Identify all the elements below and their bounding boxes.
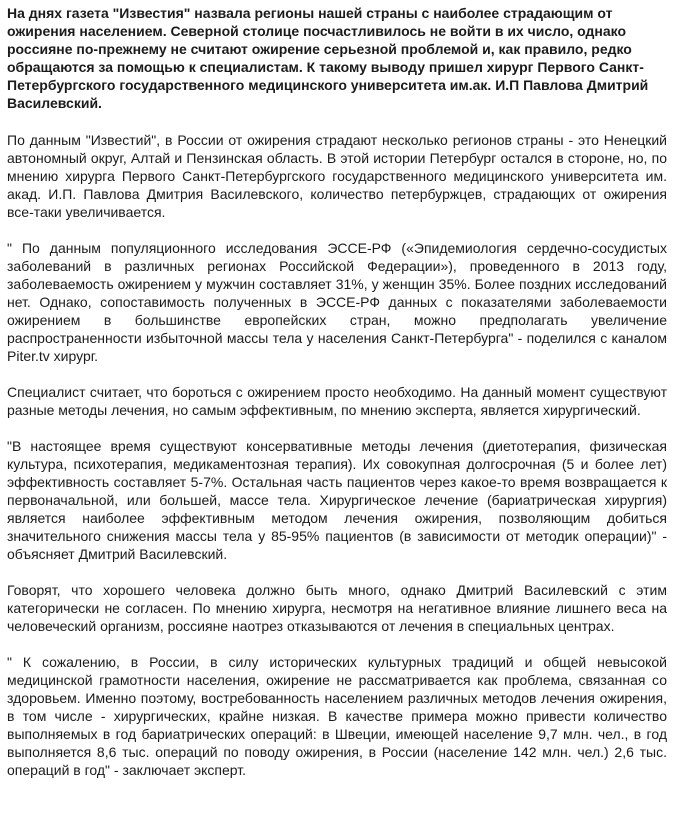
article-paragraph-1: По данным "Известий", в России от ожирения страдают несколько регионов страны - это Ненецкий автономный округ, Алтай и Пензинская область. В этой истории Петербург остался в стороне, но, по мнению хирурга Первого Санкт-Петербургского государственного медицинского университета им. акад. И.П. Павлова Дмитрия Василевского, количество петербуржцев, страдающих от ожирения все-таки увеличивается. <box>7 132 667 220</box>
article <box>7 4 667 779</box>
article-paragraph-5: Говорят, что хорошего человека должно быть много, однако Дмитрий Василевский с этим категорически не согласен. По мнению хирурга, несмотря на негативное влияние лишнего веса на человеческий организм, россияне наотрез отказываются от лечения в специальных центрах. <box>7 582 667 634</box>
article-lead: На днях газета "Известия" назвала регионы нашей страны с наиболее страдающим от ожирения населением. Северной столице посчастливилось не войти в их число, однако россияне по-прежнему не считают ожирение серьезной проблемой и, как правило, редко обращаются за помощью к специалистам. К такому выводу пришел хирург Первого Санкт-Петербургского государственного медицинского университета им.ак. И.П Павлова Дмитрий Василевский. <box>7 5 649 111</box>
article-paragraph-2: " По данным популяционного исследования ЭССЕ-РФ («Эпидемиология сердечно-сосудистых заболеваний в различных регионах Российской Федерации»), проведенного в 2013 году, заболеваемость ожирением у мужчин составляет 31%, у женщин 35%. Более поздних исследований нет. Однако, сопоставимость полученных в ЭССЕ-РФ данных с показателями заболеваемости ожирением в большинстве европейских стран, можно предполагать увеличение распространенности избыточной массы тела у населения Санкт-Петербурга" - поделился с каналом Piter.tv хирург. <box>7 240 667 364</box>
article-paragraph-4: "В настоящее время существуют консервативные методы лечения (диетотерапия, физическая культура, психотерапия, медикаментозная терапия). Их совокупная долгосрочная (5 и более лет) эффективность составляет 5-7%. Остальная часть пациентов через какое-то время возвращается к первоначальной, или большей, массе тела. Хирургическое лечение (бариатрическая хирургия) является наиболее эффективным методом лечения ожирения, позволяющим добиться значительного снижения массы тела у 85-95% пациентов (в зависимости от методик операции)" - объясняет Дмитрий Василевский. <box>7 438 667 562</box>
article-paragraph-6: " К сожалению, в России, в силу исторических культурных традиций и общей невысокой медицинской грамотности населения, ожирение не рассматривается как проблема, связанная со здоровьем. Именно поэтому, востребованность населением различных методов лечения ожирения, в том числе - хирургических, крайне низкая. В качестве примера можно привести количество выполняемых в год бариатрических операций: в Швеции, имеющей население 9,7 млн. чел., в год выполняется 8,6 тыс. операций по поводу ожирения, в России (население 142 млн. чел.) 2,6 тыс. операций в год" - заключает эксперт. <box>7 654 667 778</box>
article-paragraph-3: Специалист считает, что бороться с ожирением просто необходимо. На данный момент существуют разные методы лечения, но самым эффективным, по мнению эксперта, является хирургический. <box>7 384 667 418</box>
